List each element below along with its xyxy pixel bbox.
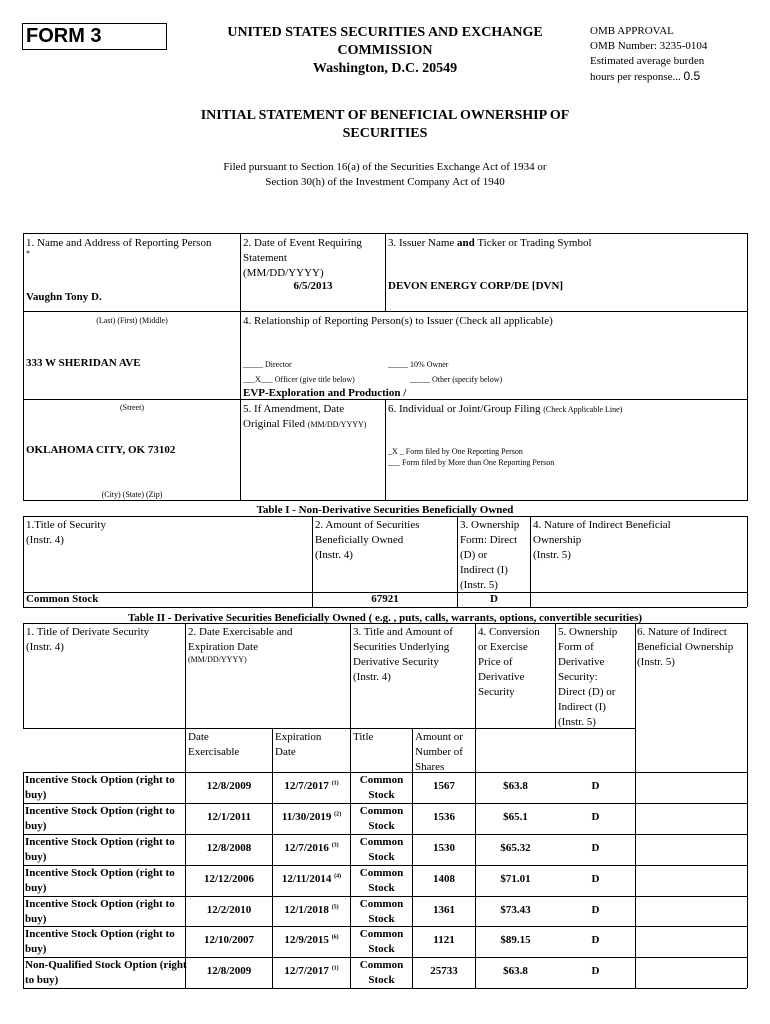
underlying-shares: 1536: [433, 810, 455, 823]
expiration-footnote: (1): [331, 779, 339, 786]
t2-col5-line-6: Indirect (I): [558, 701, 606, 713]
omb-hours-row: [590, 69, 765, 85]
t1-col1-line-1: 1.Title of Security: [26, 519, 106, 531]
date-exercisable: 12/8/2009: [206, 964, 252, 977]
exercise-price: $63.8: [503, 964, 528, 977]
street-label: (Street): [120, 403, 144, 412]
t1-col3-line-3: (D) or: [460, 549, 488, 561]
expiration-footnote: (6): [331, 933, 339, 940]
t2-col4-line-4: Derivative: [478, 671, 525, 683]
form-label: FORM 3: [22, 23, 167, 50]
table1-col3-header: [460, 518, 530, 593]
derivative-title: Incentive Stock Option (right to buy): [25, 836, 175, 863]
underlying-shares: 1121: [433, 933, 455, 946]
exercise-price: $63.8: [503, 779, 528, 792]
box6-label-text: 6. Individual or Joint/Group Filing: [388, 403, 541, 415]
table2-col1-header: [26, 625, 184, 655]
table1-col4-header: [533, 518, 745, 563]
date-exercisable: 12/1/2011: [206, 810, 251, 823]
agency-line-2: COMMISSION: [337, 43, 433, 58]
ten-percent-owner-option: _____ 10% Owner: [388, 360, 449, 369]
exercise-price: $71.01: [500, 872, 531, 885]
table1-row-title: Common Stock: [26, 593, 99, 605]
expiration-footnote: (2): [334, 810, 342, 817]
exercise-price: $65.32: [500, 841, 531, 854]
sub-exercisable-line-1: Date: [188, 731, 209, 743]
box3-label-post: Ticker or Trading Symbol: [474, 237, 592, 249]
agency-line-1: UNITED STATES SECURITIES AND EXCHANGE: [227, 25, 543, 40]
date-exercisable: 12/2/2010: [206, 903, 252, 916]
reporting-street: 333 W SHERIDAN AVE: [26, 357, 141, 369]
reporting-city: OKLAHOMA CITY, OK 73102: [26, 444, 176, 456]
ownership-form: D: [591, 903, 600, 916]
table1-row-amount: 67921: [371, 593, 399, 605]
ownership-form: D: [591, 779, 600, 792]
t1-col4-line-3: (Instr. 5): [533, 549, 571, 561]
table1-row-form: D: [490, 593, 498, 605]
t1-col3-line-2: Form: Direct: [460, 534, 518, 546]
t1-col2-line-3: (Instr. 4): [315, 549, 353, 561]
ownership-form: D: [591, 933, 600, 946]
box2-label-line-2: Statement: [243, 252, 287, 264]
omb-title: OMB APPROVAL: [590, 25, 674, 37]
underlying-title: Common Stock: [359, 928, 404, 955]
box4-label: 4. Relationship of Reporting Person(s) to Issuer (Check all applicable): [243, 315, 553, 327]
table1-title: Table I - Non-Derivative Securities Beneficially Owned: [256, 504, 514, 516]
sub-expiration-line-1: Expiration: [275, 731, 322, 743]
sub-amount-line-2: Number of: [415, 746, 463, 758]
t1-col3-line-4: Indirect (I): [460, 564, 508, 576]
table1-col1-header: [26, 518, 311, 548]
expiration-date: [273, 934, 350, 946]
agency-line-3: Washington, D.C. 20549: [312, 61, 458, 76]
date-exercisable: 12/12/2006: [203, 872, 255, 885]
box6-label: [388, 402, 746, 417]
box2-label-line-3: (MM/DD/YYYY): [243, 267, 324, 279]
t2-col3-line-4: (Instr. 4): [353, 671, 391, 683]
t2-col2-line-3: (MM/DD/YYYY): [188, 655, 247, 664]
t2-col3-line-2: Securities Underlying: [353, 641, 450, 653]
name-parts-label: (Last) (First) (Middle): [96, 316, 168, 325]
omb-approval: [590, 24, 765, 85]
omb-burden: Estimated average burden: [590, 55, 705, 67]
box5-label-line-2-text: Original Filed: [243, 418, 306, 430]
expiration-date: [273, 842, 350, 854]
expiration-footnote: (3): [331, 841, 339, 848]
t1-col4-line-2: Ownership: [533, 534, 582, 546]
box3-label-and: and: [457, 237, 475, 249]
t1-col2-line-2: Beneficially Owned: [315, 534, 404, 546]
derivative-title: Incentive Stock Option (right to buy): [25, 867, 175, 894]
sub-amount-line-3: Shares: [415, 761, 445, 773]
t2-col3-line-1: 3. Title and Amount of: [353, 626, 453, 638]
expiration-date: [273, 904, 350, 916]
filed-pursuant-line-2: Section 30(h) of the Investment Company Act of 1940: [265, 176, 505, 188]
t1-col2-line-1: 2. Amount of Securities: [315, 519, 420, 531]
sub-header-title: [353, 730, 412, 745]
exercise-price: $65.1: [503, 810, 528, 823]
expiration-date-value: 12/7/2017: [284, 779, 332, 792]
table2-title: Table II - Derivative Securities Beneficially Owned ( e.g. , puts, calls, warrants, options, convertible securities): [127, 612, 643, 624]
statement-title: [150, 107, 620, 143]
t2-col4-line-5: Security: [478, 686, 515, 698]
t2-col4-line-3: Price of: [478, 656, 513, 668]
statement-title-line-1: INITIAL STATEMENT OF BENEFICIAL OWNERSHIP OF: [200, 108, 570, 123]
t2-col5-line-5: Direct (D) or: [558, 686, 616, 698]
officer-option: ___X___ Officer (give title below): [243, 375, 355, 384]
table2-col6-header: [637, 625, 747, 670]
derivative-title: Incentive Stock Option (right to buy): [25, 805, 175, 832]
omb-hours-label: hours per response...: [590, 71, 681, 83]
table2-col5-header: [558, 625, 635, 730]
t2-col6-line-2: Beneficial Ownership: [637, 641, 734, 653]
officer-title: EVP-Exploration and Production /: [243, 387, 407, 399]
t1-col1-line-2: (Instr. 4): [26, 534, 64, 546]
exercise-price: $89.15: [500, 933, 531, 946]
box3-label-pre: 3. Issuer Name: [388, 237, 458, 249]
underlying-title: Common Stock: [359, 805, 404, 832]
underlying-shares: 1530: [433, 841, 455, 854]
expiration-footnote: (1): [331, 964, 339, 971]
date-exercisable: 12/8/2008: [206, 841, 252, 854]
filed-pursuant: [150, 160, 620, 190]
omb-number: OMB Number: 3235-0104: [590, 40, 708, 52]
ownership-form: D: [591, 964, 600, 977]
t2-col4-line-2: or Exercise: [478, 641, 528, 653]
table2-col2-header: [188, 625, 348, 665]
event-date: 6/5/2013: [293, 280, 333, 292]
omb-hours-value: 0.5: [683, 69, 701, 83]
sub-amount-line-1: Amount or: [415, 731, 463, 743]
t2-col6-line-1: 6. Nature of Indirect: [637, 626, 727, 638]
city-parts-label: (City) (State) (Zip): [101, 490, 163, 499]
expiration-footnote: (5): [331, 903, 339, 910]
ownership-form: D: [591, 841, 600, 854]
sub-header-expiration: [275, 730, 350, 760]
other-option: _____ Other (specify below): [410, 375, 503, 384]
t2-col2-line-2: Expiration Date: [188, 641, 258, 653]
underlying-title: Common Stock: [359, 898, 404, 925]
box5-label: [243, 402, 385, 432]
table2-col3-header: [353, 625, 475, 685]
expiration-date: [273, 780, 350, 792]
agency-heading: [200, 24, 570, 78]
expiration-date-value: 12/1/2018: [284, 903, 332, 916]
sub-exercisable-line-2: Exercisable: [188, 746, 240, 758]
director-option: _____ Director: [243, 360, 292, 369]
ownership-form: D: [591, 872, 600, 885]
t2-col5-line-2: Form of: [558, 641, 594, 653]
t2-col5-line-3: Derivative: [558, 656, 605, 668]
statement-title-line-2: SECURITIES: [342, 126, 428, 141]
t1-col3-line-1: 3. Ownership: [460, 519, 520, 531]
sub-header-exercisable: [188, 730, 272, 760]
sub-title-line-1: Title: [353, 731, 374, 743]
box6-label-note: (Check Applicable Line): [543, 405, 623, 414]
underlying-shares: 25733: [430, 964, 458, 977]
t1-col4-line-1: 4. Nature of Indirect Beneficial: [533, 519, 671, 531]
filed-by-more-option: ___ Form filed by More than One Reporting Person: [388, 458, 555, 467]
underlying-shares: 1408: [433, 872, 455, 885]
expiration-date-value: 11/30/2019: [281, 810, 335, 823]
underlying-shares: 1567: [433, 779, 455, 792]
box5-label-line-2: [243, 417, 385, 432]
underlying-shares: 1361: [433, 903, 455, 916]
t2-col5-line-4: Security:: [558, 671, 598, 683]
t2-col3-line-3: Derivative Security: [353, 656, 439, 668]
t2-col4-line-1: 4. Conversion: [478, 626, 540, 638]
box1-label-text: 1. Name and Address of Reporting Person: [26, 237, 212, 249]
expiration-date: [273, 873, 350, 885]
expiration-date: [273, 965, 350, 977]
box2-label-line-1: 2. Date of Event Requiring: [243, 237, 362, 249]
reporting-person-name: Vaughn Tony D.: [26, 291, 102, 303]
derivative-title: Incentive Stock Option (right to buy): [25, 928, 175, 955]
exercise-price: $73.43: [500, 903, 531, 916]
expiration-date-value: 12/9/2015: [284, 933, 332, 946]
date-exercisable: 12/10/2007: [203, 933, 255, 946]
box5-date-format: (MM/DD/YYYY): [307, 420, 367, 429]
sub-header-amount: [415, 730, 475, 775]
table1-col2-header: [315, 518, 457, 563]
date-exercisable: 12/8/2009: [206, 779, 252, 792]
derivative-title: Non-Qualified Stock Option (right to buy): [25, 959, 187, 986]
filed-pursuant-line-1: Filed pursuant to Section 16(a) of the Securities Exchange Act of 1934 or: [223, 161, 547, 173]
issuer-name: DEVON ENERGY CORP/DE [DVN]: [388, 280, 564, 292]
box3-label: [388, 236, 744, 251]
underlying-title: Common Stock: [359, 867, 404, 894]
underlying-title: Common Stock: [359, 836, 404, 863]
sub-expiration-line-2: Date: [275, 746, 296, 758]
t2-col1-line-2: (Instr. 4): [26, 641, 64, 653]
t2-col2-line-1: 2. Date Exercisable and: [188, 626, 293, 638]
box1-label: [26, 236, 241, 251]
table2-col4-header: [478, 625, 555, 700]
t2-col5-line-7: (Instr. 5): [558, 716, 596, 728]
underlying-title: Common Stock: [359, 959, 404, 986]
expiration-date: [273, 811, 350, 823]
underlying-title: Common Stock: [359, 774, 404, 801]
ownership-form: D: [591, 810, 600, 823]
expiration-footnote: (4): [334, 872, 342, 879]
expiration-date-value: 12/7/2016: [284, 841, 332, 854]
filed-by-one-option: _X _ Form filed by One Reporting Person: [388, 447, 523, 456]
box2-label: [243, 236, 385, 281]
derivative-title: Incentive Stock Option (right to buy): [25, 898, 175, 925]
t2-col1-line-1: 1. Title of Derivate Security: [26, 626, 150, 638]
t2-col5-line-1: 5. Ownership: [558, 626, 618, 638]
box1-footnote: *: [26, 249, 30, 258]
expiration-date-value: 12/11/2014: [281, 872, 335, 885]
t2-col6-line-3: (Instr. 5): [637, 656, 675, 668]
expiration-date-value: 12/7/2017: [284, 964, 332, 977]
box5-label-line-1: 5. If Amendment, Date: [243, 403, 345, 415]
derivative-title: Incentive Stock Option (right to buy): [25, 774, 175, 801]
t1-col3-line-5: (Instr. 5): [460, 579, 498, 591]
